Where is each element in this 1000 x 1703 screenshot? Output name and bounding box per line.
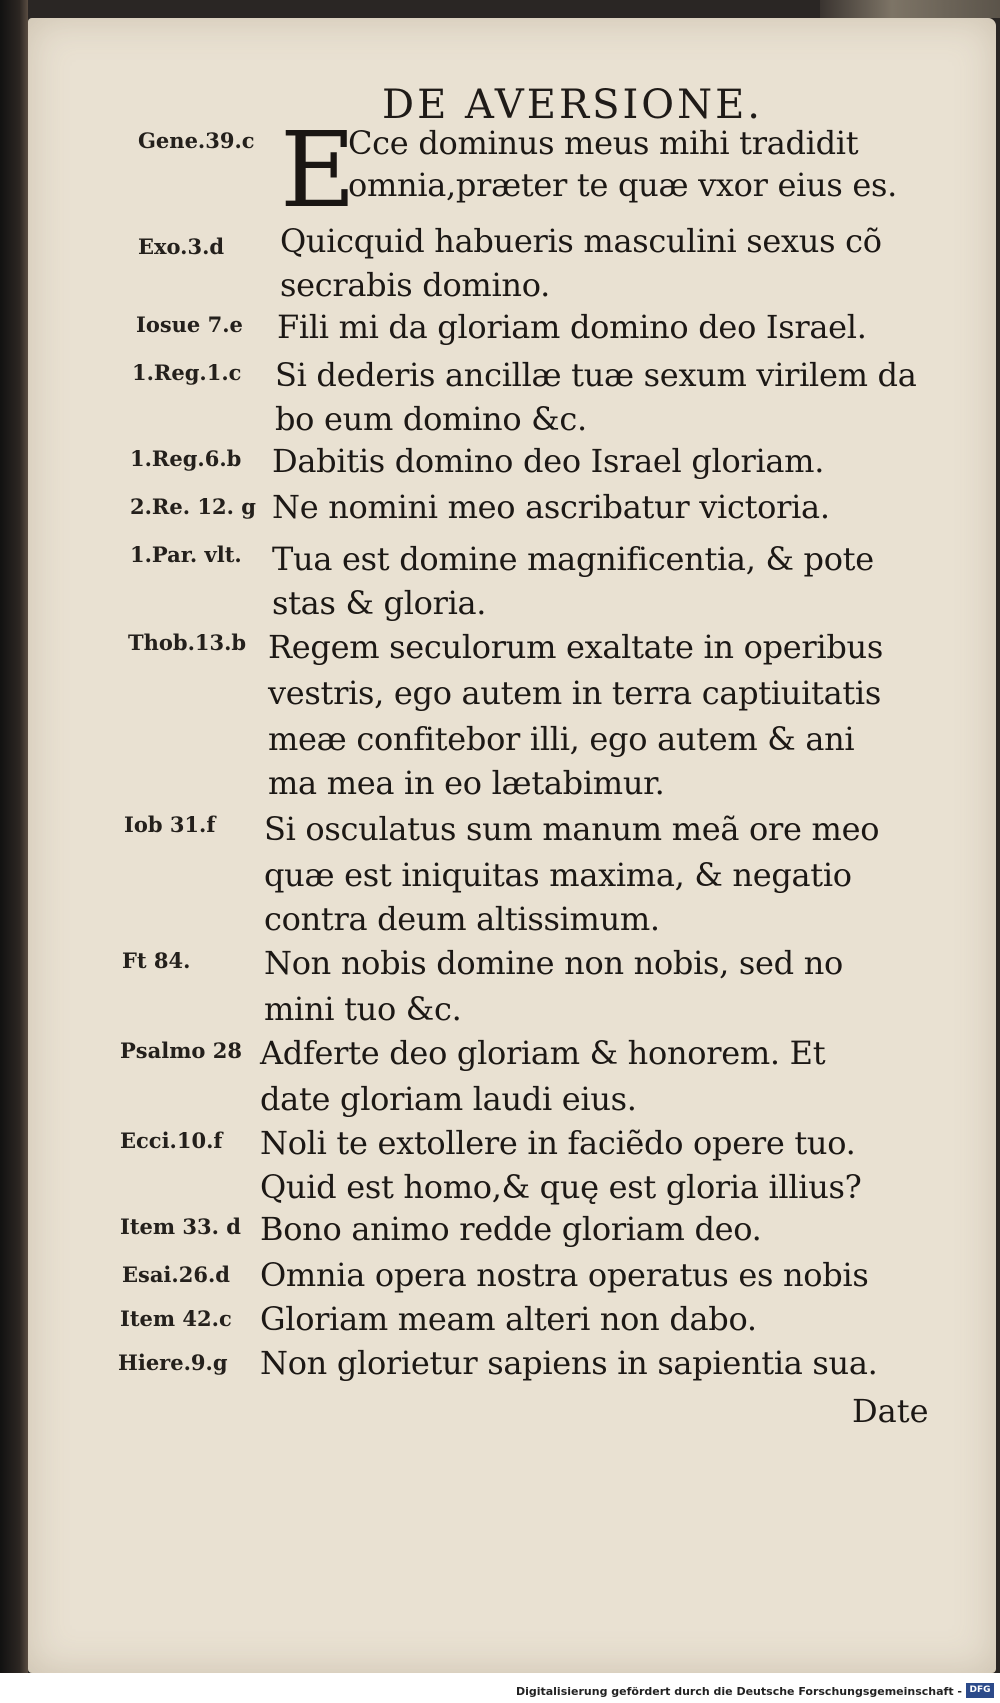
margin-reference: 1.Par. vlt. — [130, 542, 242, 567]
margin-reference: Esai.26.d — [122, 1262, 230, 1287]
drop-capital: E — [280, 109, 356, 231]
text-line: bo eum domino &c. — [275, 400, 587, 438]
text-line: Gloriam meam alteri non dabo. — [260, 1300, 757, 1338]
text-line: stas & gloria. — [272, 584, 487, 622]
margin-reference: 2.Re. 12. g — [130, 494, 256, 519]
text-line: Tua est domine magnificentia, & pote — [272, 540, 874, 578]
text-line: date gloriam laudi eius. — [260, 1080, 637, 1118]
page-top-edge — [820, 0, 1000, 18]
margin-reference: Gene.39.c — [138, 128, 255, 153]
text-line: Quid est homo,& quę est gloria illius? — [260, 1168, 862, 1206]
text-line: Si osculatus sum manum meã ore meo — [264, 810, 880, 848]
text-line: Noli te extollere in faciẽdo opere tuo. — [260, 1124, 856, 1162]
page-header: DE AVERSIONE. — [382, 82, 763, 128]
text-line: secrabis domino. — [280, 266, 550, 304]
margin-reference: Item 42.c — [120, 1306, 232, 1331]
margin-reference: Item 33. d — [120, 1214, 241, 1239]
margin-reference: Psalmo 28 — [120, 1038, 242, 1063]
text-line: Non glorietur sapiens in sapientia sua. — [260, 1344, 878, 1382]
text-line: contra deum altissimum. — [264, 900, 660, 938]
text-line: Non nobis domine non nobis, sed no — [264, 944, 843, 982]
digitization-credit: Digitalisierung gefördert durch die Deutsche Forschungsgemeinschaft - — [515, 1685, 962, 1698]
margin-reference: 1.Reg.6.b — [130, 446, 242, 471]
text-line: Omnia opera nostra operatus es nobis — [260, 1256, 869, 1294]
dfg-logo: DFG — [966, 1683, 994, 1698]
text-line: vestris, ego autem in terra captiuitatis — [268, 674, 881, 712]
margin-reference: Exo.3.d — [138, 234, 225, 259]
margin-reference: Iosue 7.e — [136, 312, 243, 337]
text-line: ma mea in eo lætabimur. — [268, 764, 665, 802]
text-line: Dabitis domino deo Israel gloriam. — [272, 442, 825, 480]
text-line: Regem seculorum exaltate in operibus — [268, 628, 883, 666]
margin-reference: Hiere.9.g — [118, 1350, 228, 1375]
text-line: Adferte deo gloriam & honorem. Et — [260, 1034, 826, 1072]
margin-reference: 1.Reg.1.c — [132, 360, 242, 385]
text-line: Bono animo redde gloriam deo. — [260, 1210, 762, 1248]
margin-reference: Ft 84. — [122, 948, 191, 973]
margin-reference: Thob.13.b — [128, 630, 247, 655]
text-line: Quicquid habueris masculini sexus cõ — [280, 222, 882, 260]
margin-reference: Iob 31.f — [124, 812, 216, 837]
text-line: Fili mi da gloriam domino deo Israel. — [277, 308, 867, 346]
text-line: quæ est iniquitas maxima, & negatio — [264, 856, 852, 894]
text-line: meæ confitebor illi, ego autem & ani — [268, 720, 855, 758]
text-line: Ne nomini meo ascribatur victoria. — [272, 488, 830, 526]
margin-reference: Ecci.10.f — [120, 1128, 223, 1153]
text-line: mini tuo &c. — [264, 990, 462, 1028]
book-spine — [0, 0, 28, 1703]
catchword: Date — [852, 1392, 929, 1430]
text-line: omnia,præter te quæ vxor eius es. — [348, 166, 898, 204]
text-line: Cce dominus meus mihi tradidit — [348, 124, 859, 162]
text-line: Si dederis ancillæ tuæ sexum virilem da — [275, 356, 917, 394]
